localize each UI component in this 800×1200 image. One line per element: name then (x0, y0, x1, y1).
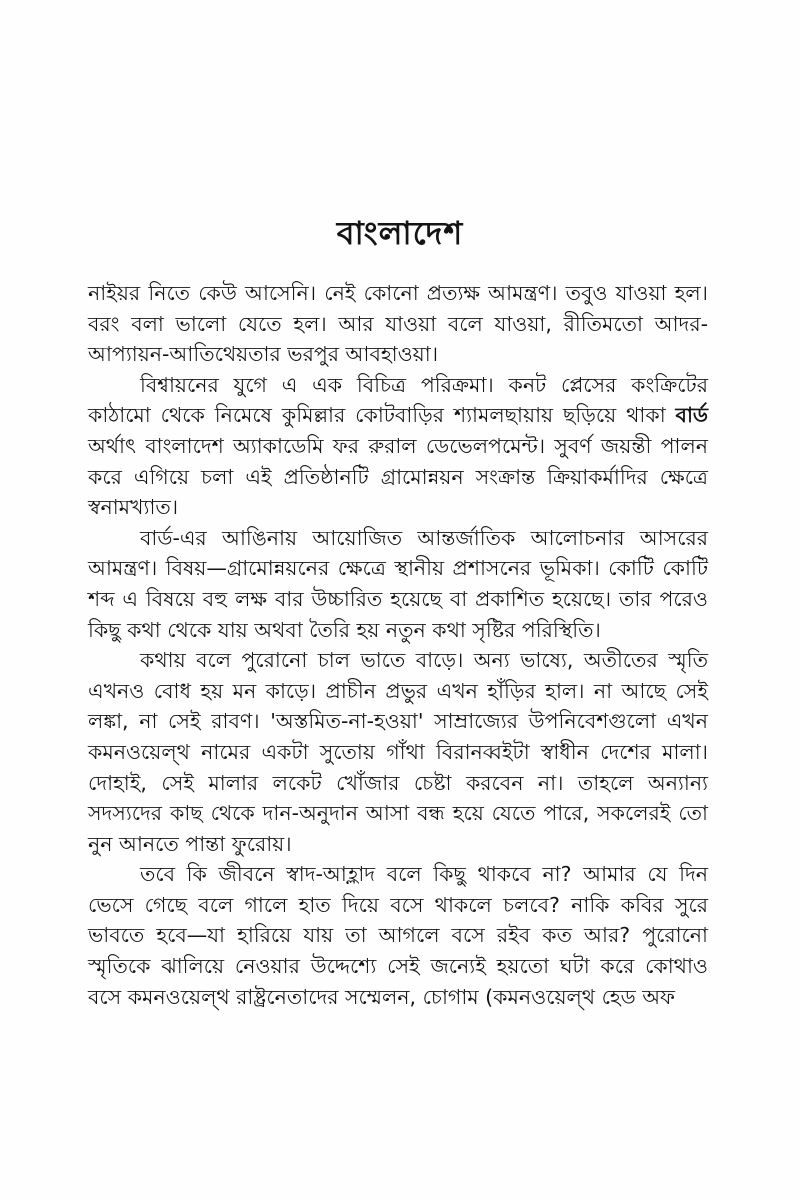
paragraph-4: কথায় বলে পুরোনো চাল ভাতে বাড়ে। অন্য ভাষ্যে, অতীতের স্মৃতি এখনও বোধ হয় মন কাড়ে। প্রাচীন প্রভুর এখন হাঁড়ির হাল। না আছে সেই লঙ্কা, না সেই রাবণ। 'অস্তমিত-না-হওয়া' সাম্রাজ্যের উপনিবেশগুলো এখন কমনওয়েল্থ নামের একটা সুতোয় গাঁথা বিরানব্বইটা স্বাধীন দেশের মালা। দোহাই, সেই মালার লকেট খোঁজার চেষ্টা করবেন না। তাহলে অন্যান্য সদস্যদের কাছ থেকে দান-অনুদান আসা বন্ধ হয়ে যেতে পারে, সকলেরই তো নুন আনতে পান্তা ফুরোয়। (88, 648, 708, 856)
paragraph-3: বার্ড-এর আঙিনায় আয়োজিত আন্তর্জাতিক আলোচনার আসরের আমন্ত্রণ। বিষয়—গ্রামোন্নয়নের ক্ষেত্রে স্থানীয় প্রশাসনের ভূমিকা। কোটি কোটি শব্দ এ বিষয়ে বহু লক্ষ বার উচ্চারিত হয়েছে বা প্রকাশিত হয়েছে। তার পরেও কিছু কথা থেকে যায় অথবা তৈরি হয় নতুন কথা সৃষ্টির পরিস্থিতি। (88, 525, 708, 642)
bard-bold-term: বার্ড (675, 403, 708, 428)
paragraph-1: নাইয়র নিতে কেউ আসেনি। নেই কোনো প্রত্যক্ষ আমন্ত্রণ। তবুও যাওয়া হল। বরং বলা ভালো যেতে হল। আর যাওয়া বলে যাওয়া, রীতিমতো আদর-আপ্যায়ন-আতিথেয়তার ভরপুর আবহাওয়া। (88, 281, 708, 367)
paragraph-2-text-a: বিশ্বায়নের যুগে এ এক বিচিত্র পরিক্রমা। কনট প্লেসের কংক্রিটের কাঠামো থেকে নিমেষে কুমিল্লার কোটবাড়ির শ্যামলছায়ায় ছড়িয়ে থাকা (88, 372, 708, 428)
chapter-body (88, 278, 708, 1012)
paragraph-5: তবে কি জীবনে স্বাদ-আহ্লাদ বলে কিছু থাকবে না? আমার যে দিন ভেসে গেছে বলে গালে হাত দিয়ে বসে থাকলে চলবে? নাকি কবির সুরে ভাবতে হবে—যা হারিয়ে যায় তা আগলে বসে রইব কত আর? পুরোনো স্মৃতিকে ঝালিয়ে নেওয়ার উদ্দেশ্যে সেই জন্যেই হয়তো ঘটা করে কোথাও বসে কমনওয়েল্থ রাষ্ট্রনেতাদের সম্মেলন, চোগাম (কমনওয়েল্থ হেড অফ (88, 862, 708, 1009)
paragraph-2 (88, 370, 708, 523)
chapter-title: বাংলাদেশ (336, 214, 464, 252)
paragraph-2-text-b: অর্থাৎ বাংলাদেশ অ্যাকাডেমি ফর রুরাল ডেভেলপমেন্ট। সুবর্ণ জয়ন্তী পালন করে এগিয়ে চলা এই প্রতিষ্ঠানটি গ্রামোন্নয়ন সংক্রান্ত ক্রিয়াকর্মাদির ক্ষেত্রে স্বনামখ্যাত। (88, 433, 708, 520)
